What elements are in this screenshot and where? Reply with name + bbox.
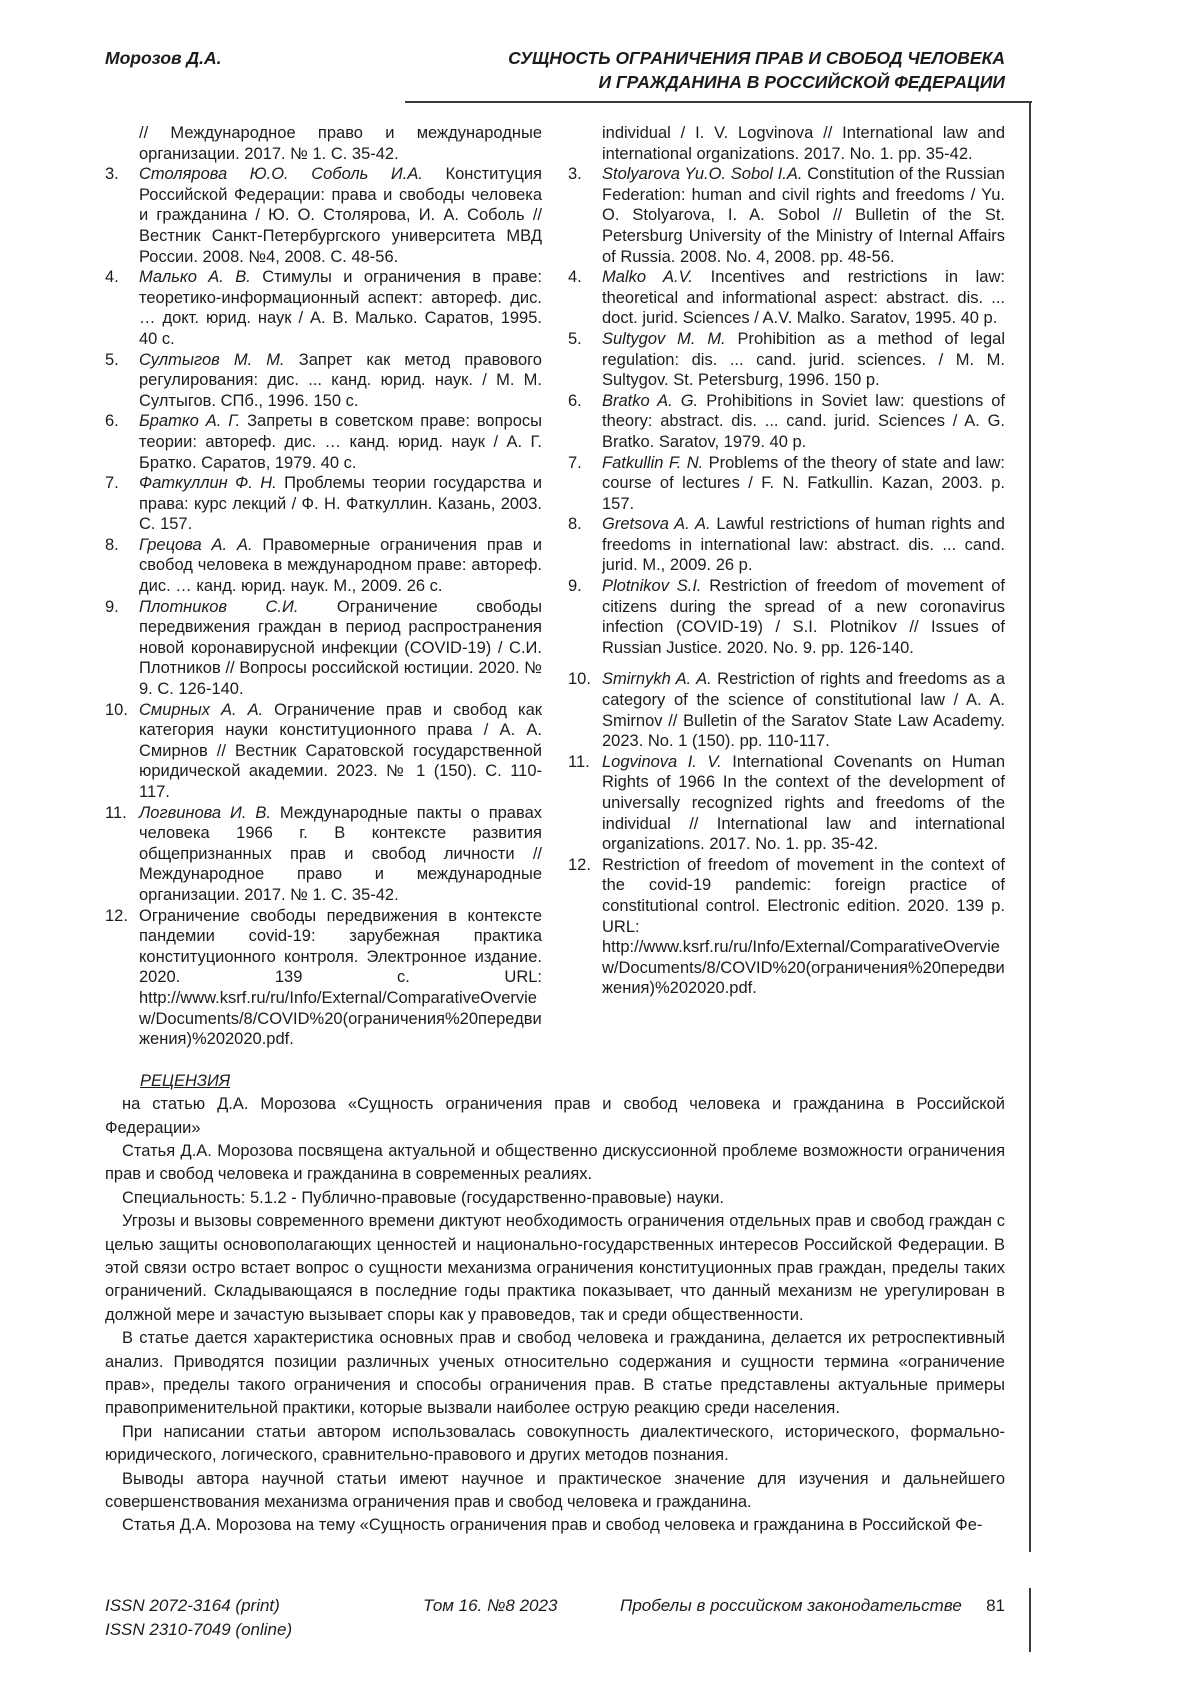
reference-item — [105, 700, 542, 803]
reference-item — [568, 514, 1005, 576]
review-section — [105, 1070, 1005, 1538]
right-margin-rule — [1029, 103, 1031, 1552]
reference-number: 8. — [105, 535, 119, 554]
reference-item — [568, 391, 1005, 453]
page-footer — [105, 1594, 1005, 1658]
reference-item — [105, 906, 542, 1050]
reference-item — [105, 164, 542, 267]
reference-number: 3. — [105, 165, 119, 184]
reference-text: Prohibition as a method of legal regulation: dis. ... cand. jurid. sciences. / M. M. Sultygov. St. Petersburg, 1996. 150 p. — [602, 329, 1005, 390]
footer-margin-rule — [1029, 1588, 1031, 1652]
reference-text: Prohibitions in Soviet law: questions of theory: abstract. dis. ... cand. jurid. Sciences / A. G. Bratko. Saratov, 1979. 40 p. — [602, 391, 1005, 451]
reference-text: International Covenants on Human Rights of 1966 In the context of the development of universally recognized rights and freedoms of the individual // International law and international organizations. 2017. No. 1. pp. 35-42. — [602, 752, 1005, 854]
header-rule — [405, 101, 1032, 103]
reference-text: Ограничение свободы передвижения в контексте пандемии covid-19: зарубежная практика конституционного контроля. Электронное издание. 2020. 139 с. URL: http://www.ksrf.ru/ru/Info/External/ComparativeOverview/Documents/8/COVID%20(ограничения%20передвижения)%202020.pdf. — [139, 906, 542, 1049]
page-number: 81 — [986, 1596, 1005, 1615]
reference-item — [568, 267, 1005, 329]
article-title — [508, 46, 1005, 94]
volume-info: Том 16. №8 2023 — [423, 1596, 558, 1615]
issn-print: ISSN 2072-3164 (print) — [105, 1596, 280, 1615]
reference-text: Restriction of freedom of movement in the context of the covid-19 pandemic: foreign practice of constitutional control. Electronic edition. 2020. 139 p. URL: http://www.ksrf.ru/ru/Info/External/ComparativeOverview/Documents/8/COVID%20(ограничения%20передвижения)%202020.pdf. — [602, 855, 1005, 998]
reference-author: Logvinova I. V. — [602, 752, 722, 771]
reference-author: Грецова А. А. — [139, 535, 253, 554]
reference-number: 12. — [568, 855, 591, 874]
reference-author: Логвинова И. В. — [139, 803, 271, 822]
review-paragraph: Угрозы и вызовы современного времени диктуют необходимость ограничения отдельных прав и свобод граждан с целью защиты основополагающих ценностей и национально-государственных интересов Российской Федерации. В этой связи остро встает вопрос о сущности механизма ограничения конституционных прав граждан, пределы таких ограничений. Складывающаяся в последние годы практика показывает, что данный механизм не урегулирован в должной мере и зачастую вызывает споры как у правоведов, так и среди общественности. — [105, 1212, 1005, 1324]
reference-author: Плотников С.И. — [139, 597, 299, 616]
review-paragraph: Выводы автора научной статьи имеют научное и практическое значение для изучения и дальнейшего совершенствования механизма ограничения прав и свобод человека и гражданина. — [105, 1469, 1005, 1512]
review-paragraph: При написании статьи автором использовалась совокупность диалектического, исторического, формально-юридического, логического, сравнительно-правового и других методов познания. — [105, 1422, 1005, 1465]
reference-number: 3. — [568, 165, 582, 184]
author-name: Морозов Д.А. — [105, 48, 222, 68]
reference-number: 8. — [568, 515, 582, 534]
reference-text: Ограничение прав и свобод как категория науки конституционного права / А. А. Смирнов // Вестник Саратовской государственной юридической академии. 2023. № 1 (150). С. 110-117. — [139, 700, 542, 801]
reference-item — [105, 411, 542, 473]
reference-number: 4. — [568, 268, 582, 287]
reference-number: 5. — [568, 329, 582, 348]
reference-author: Малько А. В. — [139, 268, 251, 287]
reference-number: 6. — [568, 391, 582, 410]
reference-item — [568, 855, 1005, 999]
reference-text: Restriction of freedom of movement of citizens during the spread of a new coronavirus infection (COVID-19) / S.I. Plotnikov // Issues of Russian Justice. 2020. No. 9. pp. 126-140. — [602, 577, 1005, 657]
references-section — [105, 123, 1005, 1050]
reference-author: Смирных А. А. — [139, 700, 264, 719]
reference-item — [568, 576, 1005, 658]
reference-author: Gretsova A. A. — [602, 515, 711, 534]
reference-number: 9. — [568, 577, 582, 596]
references-column-en — [568, 123, 1005, 1050]
article-title-line1: СУЩНОСТЬ ОГРАНИЧЕНИЯ ПРАВ И СВОБОД ЧЕЛОВЕКА — [508, 48, 1005, 68]
reference-number: 11. — [105, 803, 127, 822]
reference-item — [568, 669, 1005, 751]
reference-author: Столярова Ю.О. Соболь И.А. — [139, 165, 423, 184]
reference-item — [568, 453, 1005, 515]
reference-text: Restriction of rights and freedoms as a category of the science of constitutional law / A. A. Smirnov // Bulletin of the Saratov State Law Academy. 2023. No. 1 (150). pp. 110-117. — [602, 670, 1005, 751]
reference-text: Запрет как метод правового регулирования: дис. ... канд. юрид. наук. / М. М. Султыгов. СПб., 1996. 150 с. — [139, 350, 542, 410]
issn-online: ISSN 2310-7049 (online) — [105, 1620, 293, 1639]
reference-item — [105, 473, 542, 535]
reference-item — [105, 597, 542, 700]
reference-author: Fatkullin F. N. — [602, 453, 704, 472]
reference-number: 7. — [105, 474, 119, 493]
review-paragraph: Специальность: 5.1.2 - Публично-правовые (государственно-правовые) науки. — [122, 1188, 724, 1207]
reference-author: Plotnikov S.I. — [602, 577, 702, 596]
reference-text: Запреты в советском праве: вопросы теории: автореф. дис. … канд. юрид. наук / А. Г. Братко. Саратов, 1979. 40 с. — [139, 412, 542, 472]
reference-number: 7. — [568, 453, 582, 472]
reference-number: 10. — [105, 700, 128, 719]
reference-author: Bratko A. G. — [602, 391, 699, 410]
page-header — [105, 46, 1005, 94]
reference-item — [105, 535, 542, 597]
reference-number: 12. — [105, 906, 128, 925]
reference-continuation: // Международное право и международные организации. 2017. № 1. С. 35-42. — [139, 124, 542, 163]
review-subtitle: на статью Д.А. Морозова «Сущность ограничения прав и свобод человека и гражданина в Российской Федерации» — [105, 1095, 1005, 1137]
reference-text: Problems of the theory of state and law: course of lectures / F. N. Fatkullin. Kazan, 2003. p. 157. — [602, 453, 1005, 513]
reference-number: 6. — [105, 412, 119, 431]
reference-author: Братко А. Г. — [139, 412, 241, 431]
review-paragraph: В статье дается характеристика основных прав и свобод человека и гражданина, делается их ретроспективный анализ. Приводятся позиции различных ученых относительно содержания и сущности термина «ограничение прав», пределы такого ограничения и способы ограничения прав. В статье представлены актуальные примеры правоприменительной практики, которые вызвали наиболее острую реакцию среди населения. — [105, 1329, 1005, 1418]
reference-number: 5. — [105, 350, 119, 369]
reference-author: Stolyarova Yu.O. Sobol I.A. — [602, 165, 803, 184]
reference-text: Ограничение свободы передвижения граждан в период распространения новой коронавирусной инфекции (COVID-19) / С.И. Плотников // Вопросы российской юстиции. 2020. № 9. С. 126-140. — [139, 597, 542, 699]
review-paragraph: Статья Д.А. Морозова на тему «Сущность ограничения прав и свобод человека и гражданина в Российской Фе- — [122, 1516, 983, 1535]
reference-text: Проблемы теории государства и права: курс лекций / Ф. Н. Фаткуллин. Казань, 2003. С. 157. — [139, 474, 542, 534]
reference-item — [568, 752, 1005, 855]
reference-item — [568, 329, 1005, 391]
references-column-ru — [105, 123, 542, 1050]
reference-text: Lawful restrictions of human rights and freedoms in international law: abstract. dis. ... cand. jurid. M., 2009. 26 p. — [602, 515, 1005, 575]
reference-text: Constitution of the Russian Federation: human and civil rights and freedoms / Yu. O. Stolyarova, I. A. Sobol // Bulletin of the St. Petersburg University of the Ministry of Internal Affairs of Russia. 2008. No. 4, 2008. pp. 48-56. — [602, 165, 1005, 266]
reference-author: Султыгов М. М. — [139, 350, 285, 369]
reference-author: Malko A.V. — [602, 268, 693, 287]
reference-continuation: individual / I. V. Logvinova // International law and international organizations. 2017. No. 1. pp. 35-42. — [602, 124, 1005, 163]
article-title-line2: И ГРАЖДАНИНА В РОССИЙСКОЙ ФЕДЕРАЦИИ — [598, 72, 1005, 92]
reference-text: Правомерные ограничения прав и свобод человека в международном праве: автореф. дис. … канд. юрид. наук. М., 2009. 26 с. — [139, 535, 542, 596]
reference-text: Incentives and restrictions in law: theoretical and informational aspect: abstract. dis. ... doct. jurid. Sciences / A.V. Malko. Saratov, 1995. 40 p. — [602, 268, 1005, 328]
reference-text: Конституция Российской Федерации: права и свободы человека и гражданина / Ю. О. Столярова, И. А. Соболь // Вестник Санкт-Петербургского университета МВД России. 2008. №4, 2008. С. 48-56. — [139, 165, 542, 266]
review-heading: РЕЦЕНЗИЯ — [140, 1071, 231, 1090]
reference-item — [105, 350, 542, 412]
reference-item — [568, 164, 1005, 267]
reference-text: Международные пакты о правах человека 1966 г. В контексте развития общепризнанных прав и свобод личности // Международное право и международные организации. 2017. № 1. С. 35-42. — [139, 803, 542, 904]
reference-number: 4. — [105, 268, 119, 287]
reference-number: 11. — [568, 752, 590, 771]
review-paragraph: Статья Д.А. Морозова посвящена актуальной и общественно дискуссионной проблеме возможности ограничения прав и свобод человека и гражданина в современных реалиях. — [105, 1141, 1005, 1184]
reference-author: Фаткуллин Ф. Н. — [139, 474, 277, 493]
reference-author: Smirnykh A. A. — [602, 670, 712, 689]
reference-text: Стимулы и ограничения в праве: теоретико-информационный аспект: автореф. дис. … докт. юрид. наук / А. В. Малько. Саратов, 1995. 40 с. — [139, 268, 542, 348]
reference-item — [105, 267, 542, 349]
reference-author: Sultygov M. M. — [602, 329, 726, 348]
reference-number: 9. — [105, 597, 119, 616]
page-content — [105, 46, 1005, 1538]
issn-block — [105, 1594, 292, 1642]
journal-name: Пробелы в российском законодательстве — [620, 1596, 962, 1615]
reference-number: 10. — [568, 670, 591, 689]
reference-item — [105, 803, 542, 906]
